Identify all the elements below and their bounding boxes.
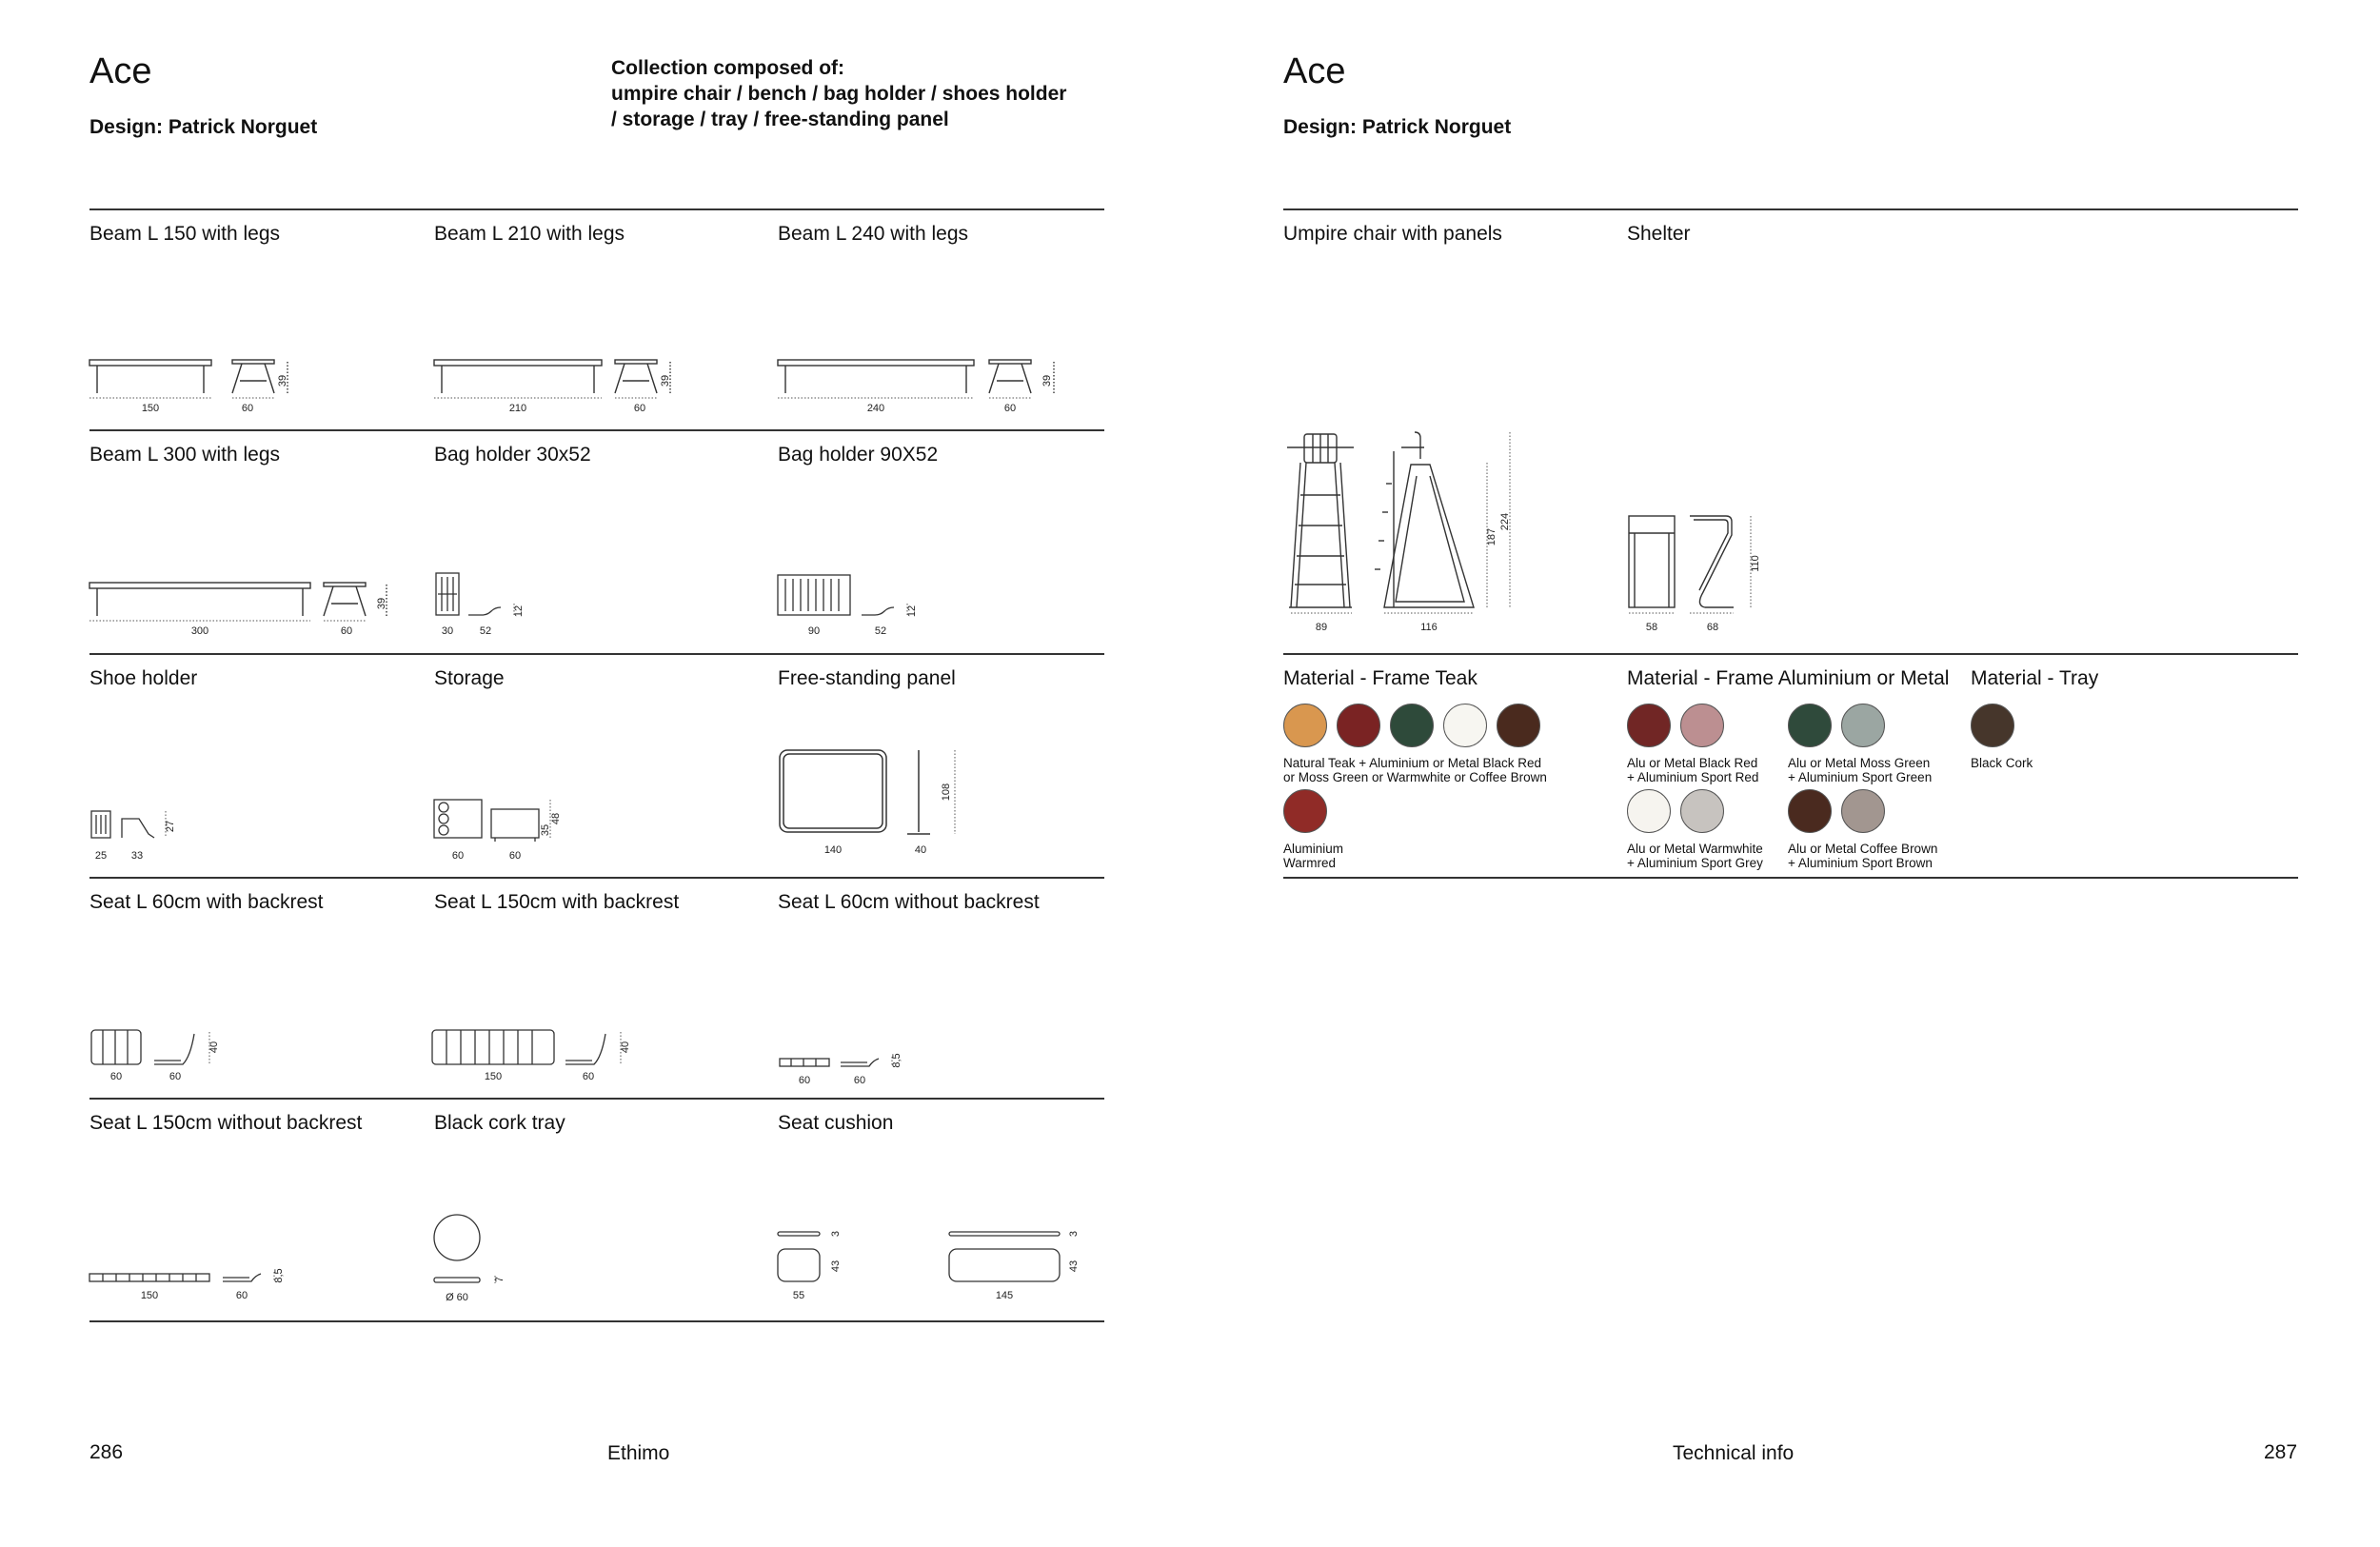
swatch-label-moss-green bbox=[1788, 756, 1932, 784]
seat-60-no-backrest-drawing bbox=[778, 1047, 911, 1096]
divider bbox=[89, 1320, 1104, 1322]
divider bbox=[89, 877, 1104, 879]
dim-depth: 116 bbox=[1420, 622, 1438, 633]
swatch-natural-teak bbox=[1283, 704, 1327, 747]
item-title-bag-holder-90: Bag holder 90X52 bbox=[778, 444, 939, 466]
item-title-umpire-chair: Umpire chair with panels bbox=[1283, 223, 1502, 245]
umpire-chair-drawing bbox=[1287, 426, 1525, 643]
dim-seat-height: 187 bbox=[1486, 527, 1497, 546]
swatch-label-line: Alu or Metal Coffee Brown bbox=[1788, 842, 1938, 856]
item-title-seat-60-backrest: Seat L 60cm with backrest bbox=[89, 891, 324, 913]
dim-total-height: 224 bbox=[1499, 512, 1511, 531]
beam-150-drawing bbox=[89, 352, 337, 424]
swatch-label-teak-combo bbox=[1283, 756, 1547, 784]
swatch-sport-green bbox=[1841, 704, 1885, 747]
dim-width: 89 bbox=[1315, 622, 1328, 633]
dim-height: 40 bbox=[208, 1041, 220, 1054]
dim-depth: 60 bbox=[633, 403, 646, 414]
swatch-label-line: Black Cork bbox=[1971, 756, 2033, 770]
dim-depth: 60 bbox=[235, 1290, 248, 1301]
dim-depth: 60 bbox=[169, 1071, 182, 1082]
swatch-sport-brown bbox=[1841, 789, 1885, 833]
dim-length: 300 bbox=[190, 625, 209, 637]
storage-drawing bbox=[434, 794, 586, 871]
swatch-aluminium-warmred bbox=[1283, 789, 1327, 833]
bag-holder-90-drawing bbox=[778, 569, 949, 646]
divider bbox=[89, 208, 1104, 210]
dim-height-high: 48 bbox=[550, 812, 562, 825]
material-title-tray: Material - Tray bbox=[1971, 667, 2099, 689]
swatch-label-coffee-brown bbox=[1788, 842, 1937, 870]
left-page-title: Ace bbox=[89, 51, 152, 91]
dim-depth: 68 bbox=[1706, 622, 1719, 633]
divider bbox=[1283, 877, 2298, 879]
shelter-drawing bbox=[1627, 512, 1770, 643]
dim-height: 39 bbox=[660, 374, 671, 387]
beam-300-drawing bbox=[89, 575, 404, 646]
dim-depth: 60 bbox=[1003, 403, 1017, 414]
dim-length: 210 bbox=[508, 403, 527, 414]
dim-height: 39 bbox=[1041, 374, 1053, 387]
divider bbox=[89, 1098, 1104, 1100]
bag-holder-30-drawing bbox=[434, 569, 548, 646]
dim-width: 30 bbox=[441, 625, 454, 637]
dim-thickness-small: 3 bbox=[830, 1230, 842, 1238]
item-title-free-standing-panel: Free-standing panel bbox=[778, 667, 956, 689]
item-title-seat-150-no-backrest: Seat L 150cm without backrest bbox=[89, 1112, 363, 1134]
dim-depth: 60 bbox=[853, 1075, 866, 1086]
item-title-seat-60-no-backrest: Seat L 60cm without backrest bbox=[778, 891, 1040, 913]
item-title-shelter: Shelter bbox=[1627, 223, 1691, 245]
item-title-black-cork-tray: Black cork tray bbox=[434, 1112, 565, 1134]
dim-height: 12 bbox=[906, 605, 918, 618]
swatch-label-warmwhite bbox=[1627, 842, 1763, 870]
dim-width: 60 bbox=[451, 850, 465, 862]
dim-width: 58 bbox=[1645, 622, 1658, 633]
dim-height: 110 bbox=[1750, 555, 1761, 572]
dim-height: 108 bbox=[941, 783, 952, 802]
material-title-frame-teak: Material - Frame Teak bbox=[1283, 667, 1478, 689]
free-standing-panel-drawing bbox=[778, 746, 968, 871]
section-name: Technical info bbox=[1673, 1442, 1795, 1464]
divider bbox=[89, 429, 1104, 431]
item-title-shoe-holder: Shoe holder bbox=[89, 667, 198, 689]
dim-height: 8,5 bbox=[891, 1053, 902, 1068]
swatch-coffee-brown bbox=[1497, 704, 1540, 747]
right-designer: Design: Patrick Norguet bbox=[1283, 116, 1512, 138]
swatch-warmwhite bbox=[1443, 704, 1487, 747]
dim-height: 39 bbox=[277, 374, 288, 387]
dim-depth: 40 bbox=[914, 844, 927, 856]
item-title-seat-150-backrest: Seat L 150cm with backrest bbox=[434, 891, 680, 913]
swatch-moss-green bbox=[1390, 704, 1434, 747]
swatch-label-aluminium-warmred bbox=[1283, 842, 1343, 870]
dim-width-small: 55 bbox=[792, 1290, 805, 1301]
item-title-storage: Storage bbox=[434, 667, 505, 689]
right-page-title: Ace bbox=[1283, 51, 1346, 91]
dim-width: 60 bbox=[109, 1071, 123, 1082]
swatch-label-line: Alu or Metal Black Red bbox=[1627, 756, 1758, 770]
swatch-label-black-red bbox=[1627, 756, 1758, 784]
swatch-label-line: + Aluminium Sport Grey bbox=[1627, 856, 1763, 870]
dim-width: 25 bbox=[94, 850, 108, 862]
dim-width: 60 bbox=[798, 1075, 811, 1086]
swatch-sport-red bbox=[1680, 704, 1724, 747]
dim-depth: 52 bbox=[479, 625, 492, 637]
dim-depth: 52 bbox=[874, 625, 887, 637]
collection-heading: Collection composed of: bbox=[611, 57, 845, 79]
dim-width: 150 bbox=[484, 1071, 503, 1082]
swatch-alu-coffee-brown bbox=[1788, 789, 1832, 833]
left-designer: Design: Patrick Norguet bbox=[89, 116, 318, 138]
dim-depth: 60 bbox=[241, 403, 254, 414]
dim-width-large: 145 bbox=[995, 1290, 1014, 1301]
swatch-label-line: + Aluminium Sport Red bbox=[1627, 770, 1759, 784]
divider bbox=[1283, 653, 2298, 655]
seat-150-no-backrest-drawing bbox=[89, 1262, 299, 1311]
dim-height: 12 bbox=[513, 605, 525, 618]
dim-width: 150 bbox=[140, 1290, 159, 1301]
swatch-label-line: Warmred bbox=[1283, 856, 1337, 870]
dim-depth: 60 bbox=[340, 625, 353, 637]
dim-length: 240 bbox=[866, 403, 885, 414]
dim-height: 8,5 bbox=[273, 1268, 285, 1283]
item-title-beam-240: Beam L 240 with legs bbox=[778, 223, 969, 245]
dim-height: 27 bbox=[165, 820, 176, 833]
item-title-beam-300: Beam L 300 with legs bbox=[89, 444, 281, 466]
shoe-holder-drawing bbox=[89, 805, 194, 871]
beam-210-drawing bbox=[434, 352, 701, 424]
swatch-sport-grey bbox=[1680, 789, 1724, 833]
swatch-black-red bbox=[1337, 704, 1380, 747]
seat-cushion-drawing bbox=[778, 1228, 1101, 1309]
beam-240-drawing bbox=[778, 352, 1063, 424]
dim-height-low: 35 bbox=[540, 823, 551, 837]
swatch-label-line: Alu or Metal Moss Green bbox=[1788, 756, 1931, 770]
dim-length: 150 bbox=[141, 403, 160, 414]
dim-height: 7 bbox=[494, 1276, 506, 1283]
swatch-label-line: or Moss Green or Warmwhite or Coffee Brown bbox=[1283, 770, 1547, 784]
collection-description bbox=[611, 55, 1106, 132]
dim-height: 39 bbox=[376, 597, 387, 610]
black-cork-tray-drawing bbox=[432, 1213, 527, 1311]
swatch-black-cork bbox=[1971, 704, 2014, 747]
dim-width: 140 bbox=[823, 844, 843, 856]
item-title-bag-holder-30: Bag holder 30x52 bbox=[434, 444, 591, 466]
swatch-alu-warmwhite bbox=[1627, 789, 1671, 833]
swatch-label-black-cork bbox=[1971, 756, 2033, 770]
dim-depth-large: 43 bbox=[1068, 1259, 1080, 1273]
swatch-label-line: Natural Teak + Aluminium or Metal Black Red bbox=[1283, 756, 1541, 770]
material-title-frame-aluminium: Material - Frame Aluminium or Metal bbox=[1627, 667, 1950, 689]
swatch-label-line: + Aluminium Sport Green bbox=[1788, 770, 1933, 784]
left-page-number: 286 bbox=[89, 1441, 124, 1463]
dim-diameter: Ø 60 bbox=[446, 1292, 468, 1303]
item-title-beam-150: Beam L 150 with legs bbox=[89, 223, 281, 245]
seat-60-backrest-drawing bbox=[89, 1024, 242, 1090]
swatch-alu-black-red bbox=[1627, 704, 1671, 747]
dim-depth-small: 43 bbox=[830, 1259, 842, 1273]
item-title-beam-210: Beam L 210 with legs bbox=[434, 223, 625, 245]
swatch-label-line: Aluminium bbox=[1283, 842, 1344, 856]
divider bbox=[1283, 208, 2298, 210]
dim-thickness-large: 3 bbox=[1068, 1230, 1080, 1238]
right-page-number: 287 bbox=[2264, 1441, 2298, 1463]
swatch-label-line: + Aluminium Sport Brown bbox=[1788, 856, 1933, 870]
dim-depth: 60 bbox=[508, 850, 522, 862]
swatch-alu-moss-green bbox=[1788, 704, 1832, 747]
dim-depth: 33 bbox=[130, 850, 144, 862]
dim-height: 40 bbox=[620, 1041, 631, 1054]
item-title-seat-cushion: Seat cushion bbox=[778, 1112, 894, 1134]
swatch-label-line: Alu or Metal Warmwhite bbox=[1627, 842, 1763, 856]
collection-line-2: / storage / tray / free-standing panel bbox=[611, 109, 949, 130]
seat-150-backrest-drawing bbox=[430, 1024, 649, 1090]
dim-width: 90 bbox=[807, 625, 821, 637]
brand-name: Ethimo bbox=[607, 1442, 670, 1464]
dim-depth: 60 bbox=[582, 1071, 595, 1082]
divider bbox=[89, 653, 1104, 655]
collection-line-1: umpire chair / bench / bag holder / shoes holder bbox=[611, 83, 1067, 105]
